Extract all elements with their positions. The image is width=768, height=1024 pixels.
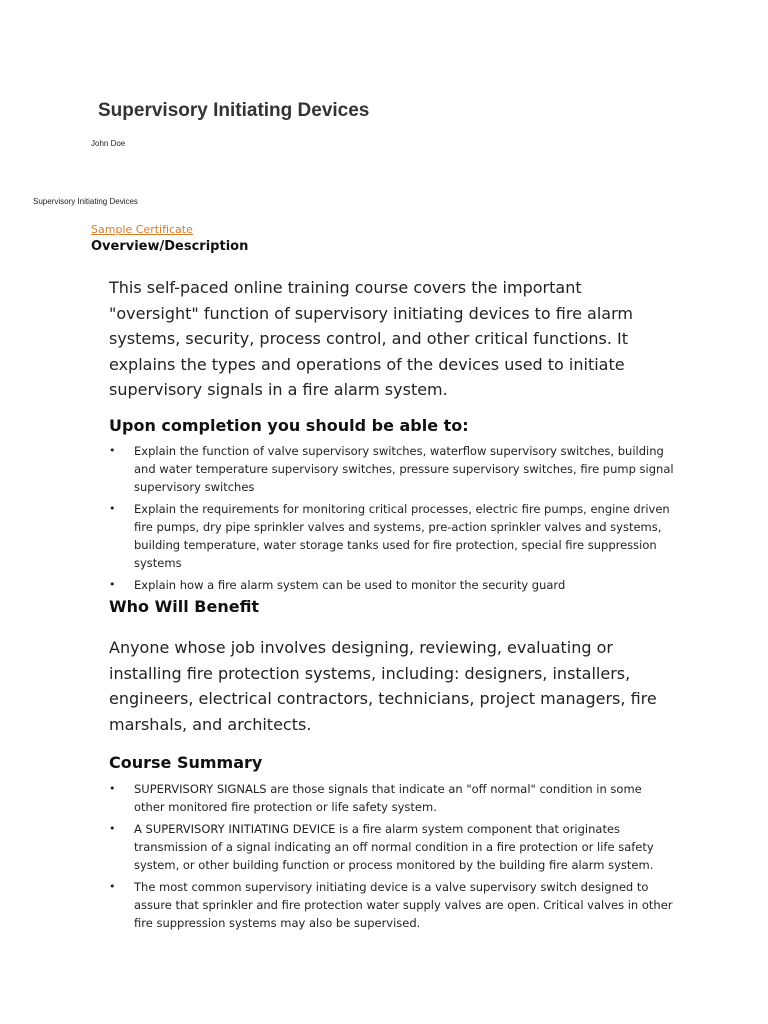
bullet-icon: •: [109, 444, 116, 457]
who-will-benefit-paragraph: Anyone whose job involves designing, reviewing, evaluating or installing fire protection systems, including: designers, installers, engineers, electrical contractors, technicians, project managers, fire marshals, and architects.: [109, 638, 657, 734]
list-item: • Explain how a fire alarm system can be used to monitor the security guard: [109, 578, 566, 592]
who-will-benefit-heading: Who Will Benefit: [109, 597, 260, 616]
document-subtitle: Supervisory Initiating Devices: [33, 197, 138, 206]
overview-heading: Overview/Description: [91, 239, 249, 254]
author-name: John Doe: [91, 139, 126, 148]
sample-certificate-link[interactable]: Sample Certificate: [91, 223, 193, 236]
objectives-heading: Upon completion you should be able to:: [109, 416, 469, 435]
document-title: Supervisory Initiating Devices: [98, 100, 370, 121]
bullet-icon: •: [109, 502, 116, 515]
overview-paragraph: This self-paced online training course covers the important "oversight" function of supervisory initiating devices to fire alarm systems, security, process control, and other critical functions. It explains the types and operations of the devices used to initiate supervisory signals in a fire alarm system.: [109, 278, 633, 399]
bullet-icon: •: [109, 880, 116, 893]
list-item: • A SUPERVISORY INITIATING DEVICE is a fire alarm system component that originates transmission of a signal indicating an off normal condition in a fire protection or life safety system, or other building function or process monitored by the building fire alarm system.: [109, 822, 654, 872]
course-summary-list: [109, 780, 674, 936]
bullet-icon: •: [109, 782, 116, 795]
list-item: • Explain the requirements for monitoring critical processes, electric fire pumps, engine driven fire pumps, dry pipe sprinkler valves and systems, pre-action sprinkler valves and systems, building temperature, water storage tanks used for fire protection, special fire suppression systems: [109, 502, 670, 570]
objectives-list: [109, 442, 674, 598]
list-item: • Explain the function of valve supervisory switches, waterflow supervisory switches, building and water temperature supervisory switches, pressure supervisory switches, fire pump signal supervisory switches: [109, 444, 674, 494]
bullet-icon: •: [109, 578, 116, 591]
list-item: • SUPERVISORY SIGNALS are those signals that indicate an "off normal" condition in some other monitored fire protection or life safety system.: [109, 782, 642, 814]
list-item: • The most common supervisory initiating device is a valve supervisory switch designed to assure that sprinkler and fire protection water supply valves are open. Critical valves in other fire suppression systems may also be supervised.: [109, 880, 673, 930]
bullet-icon: •: [109, 822, 116, 835]
course-summary-heading: Course Summary: [109, 753, 263, 772]
